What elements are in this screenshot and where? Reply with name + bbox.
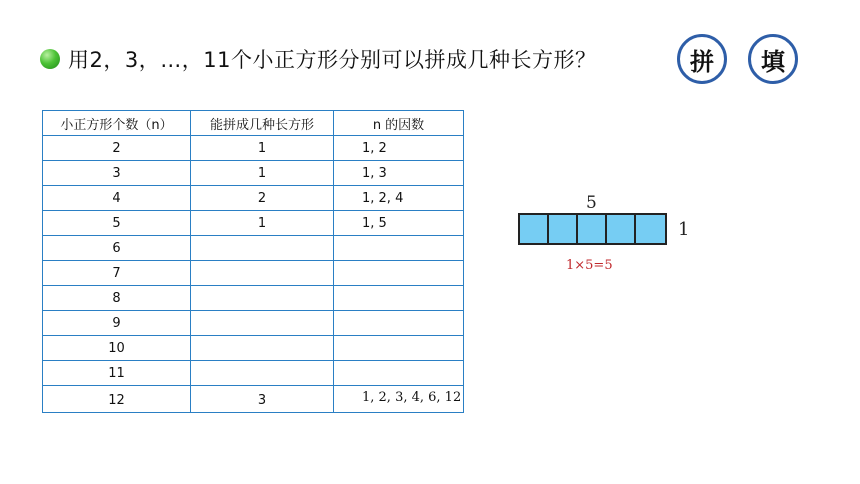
cell-factors: 1, 2 <box>334 136 464 161</box>
badge-tian: 填 <box>748 34 798 84</box>
table-row <box>43 361 464 386</box>
cell-rectangles[interactable] <box>191 261 334 286</box>
unit-square <box>578 215 607 243</box>
cell-rectangles[interactable] <box>191 311 334 336</box>
cell-rectangles[interactable] <box>191 336 334 361</box>
factor-table <box>42 110 464 413</box>
cell-count: 7 <box>43 261 191 286</box>
cell-factors: 1, 3 <box>334 161 464 186</box>
table-row <box>43 336 464 361</box>
cell-count: 8 <box>43 286 191 311</box>
table-row <box>43 236 464 261</box>
cell-rectangles[interactable] <box>191 286 334 311</box>
cell-count: 5 <box>43 211 191 236</box>
cell-factors[interactable] <box>334 236 464 261</box>
cell-rectangles: 1 <box>191 211 334 236</box>
unit-square <box>636 215 665 243</box>
table-row <box>43 261 464 286</box>
cell-rectangles[interactable] <box>191 236 334 261</box>
cell-count: 9 <box>43 311 191 336</box>
cell-factors[interactable] <box>334 311 464 336</box>
table-row <box>43 161 464 186</box>
cell-count: 2 <box>43 136 191 161</box>
cell-factors: 1, 2, 3, 4, 6, 12 <box>362 390 462 405</box>
unit-square <box>549 215 578 243</box>
area-equation: 1×5=5 <box>566 258 613 273</box>
table-row <box>43 211 464 236</box>
badge-pin: 拼 <box>677 34 727 84</box>
table-row <box>43 136 464 161</box>
header-count: 小正方形个数（n） <box>43 111 191 136</box>
cell-factors: 1, 2, 4 <box>334 186 464 211</box>
cell-rectangles: 2 <box>191 186 334 211</box>
table-header-row <box>43 111 464 136</box>
width-label: 1 <box>678 219 690 240</box>
cell-count: 11 <box>43 361 191 386</box>
cell-count: 12 <box>43 386 191 413</box>
unit-square <box>520 215 549 243</box>
table-row <box>43 311 464 336</box>
cell-factors[interactable] <box>334 336 464 361</box>
cell-rectangles[interactable] <box>191 361 334 386</box>
table-row <box>43 286 464 311</box>
cell-factors-wrap <box>334 386 464 413</box>
cell-factors[interactable] <box>334 361 464 386</box>
header-rectangles: 能拼成几种长方形 <box>191 111 334 136</box>
table-row <box>43 386 464 413</box>
cell-factors[interactable] <box>334 286 464 311</box>
unit-square <box>607 215 636 243</box>
cell-count: 10 <box>43 336 191 361</box>
cell-count: 4 <box>43 186 191 211</box>
cell-rectangles: 3 <box>191 386 334 413</box>
header-factors: n 的因数 <box>334 111 464 136</box>
question-line <box>40 44 596 74</box>
square-strip <box>518 213 667 245</box>
question-text: 用2，3，…，11个小正方形分别可以拼成几种长方形？ <box>68 48 597 72</box>
cell-rectangles: 1 <box>191 136 334 161</box>
length-label: 5 <box>586 193 597 213</box>
cell-count: 6 <box>43 236 191 261</box>
cell-factors[interactable] <box>334 261 464 286</box>
cell-rectangles: 1 <box>191 161 334 186</box>
cell-count: 3 <box>43 161 191 186</box>
cell-factors: 1, 5 <box>334 211 464 236</box>
table-row <box>43 186 464 211</box>
bullet-icon <box>40 49 60 69</box>
